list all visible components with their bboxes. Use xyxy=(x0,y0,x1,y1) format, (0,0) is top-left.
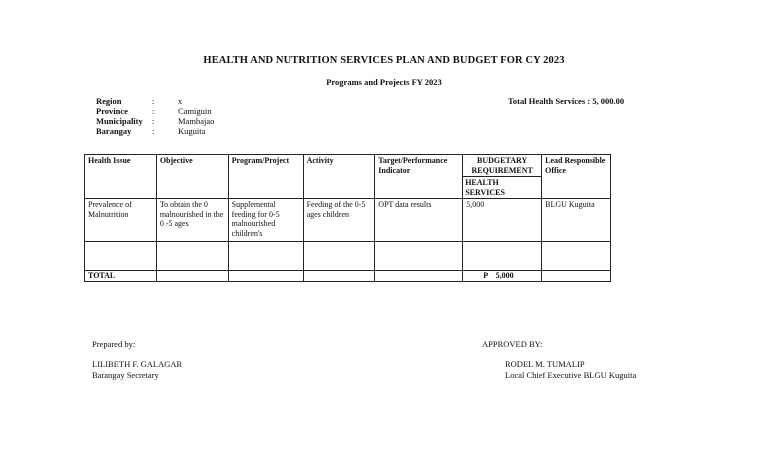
info-separator: : xyxy=(152,116,155,126)
header-objective: Objective xyxy=(156,155,228,199)
approved-by-title: Local Chief Executive BLGU Kuguita xyxy=(505,370,637,380)
info-separator: : xyxy=(152,126,155,136)
total-value: P 5,000 xyxy=(463,271,542,282)
info-row-region xyxy=(96,96,214,106)
info-label: Province xyxy=(96,106,128,116)
header-activity: Activity xyxy=(303,155,375,199)
prepared-by-label: Prepared by: xyxy=(92,339,136,349)
prepared-by-block xyxy=(92,359,182,381)
header-budget-bottom: HEALTH SERVICES xyxy=(463,176,541,198)
total-health-services: Total Health Services : 5, 000.00 xyxy=(508,96,625,106)
info-value: x xyxy=(178,96,183,106)
cell-activity: Feeding of the 0-5 ages children xyxy=(303,199,375,242)
prepared-by-name: LILIBETH F. GALAGAR xyxy=(92,359,183,369)
cell-program: Supplemental feeding for 0-5 malnourished children's xyxy=(228,199,303,242)
document-subtitle: Programs and Projects FY 2023 xyxy=(326,77,442,87)
cell-health-issue: Prevalence of Malnutrition xyxy=(85,199,157,242)
header-health-issue: Health Issue xyxy=(85,155,157,199)
approved-by-label: APPROVED BY: xyxy=(482,339,543,349)
table-total-row xyxy=(85,271,611,282)
table-row-empty xyxy=(85,242,611,271)
info-row-province xyxy=(96,106,214,116)
cell-objective: To obtain the 0 malnourished in the 0 -5 ages xyxy=(156,199,228,242)
table-row xyxy=(85,199,611,242)
header-program: Program/Project xyxy=(228,155,303,199)
info-label: Region xyxy=(96,96,122,106)
prepared-by-title: Barangay Secretary xyxy=(92,370,159,380)
info-separator: : xyxy=(152,106,155,116)
info-row-barangay xyxy=(96,126,214,136)
cell-budget: 5,000 xyxy=(463,199,542,242)
info-row-municipality xyxy=(96,116,214,126)
total-label: TOTAL xyxy=(85,271,157,282)
header-budget-top: BUDGETARY REQUIREMENT xyxy=(471,156,533,175)
header-lead-office: Lead Responsible Office xyxy=(542,155,611,199)
approved-by-name: RODEL M. TUMALIP xyxy=(505,359,585,369)
header-budget xyxy=(463,155,542,199)
cell-lead-office: BLGU Kuguita xyxy=(542,199,611,242)
table-header-row xyxy=(85,155,611,199)
header-target: Target/Performance Indicator xyxy=(375,155,463,199)
info-label: Barangay xyxy=(96,126,132,136)
info-value: Kuguita xyxy=(178,126,206,136)
info-value: Mambajao xyxy=(178,116,215,126)
document-title: HEALTH AND NUTRITION SERVICES PLAN AND BUDGET FOR CY 2023 xyxy=(203,55,565,66)
info-separator: : xyxy=(152,96,155,106)
info-label: Municipality xyxy=(96,116,143,126)
approved-by-block xyxy=(505,359,636,381)
location-info xyxy=(96,96,214,136)
cell-target: OPT data results xyxy=(375,199,463,242)
info-value: Camiguin xyxy=(178,106,212,116)
plan-table xyxy=(84,154,611,282)
